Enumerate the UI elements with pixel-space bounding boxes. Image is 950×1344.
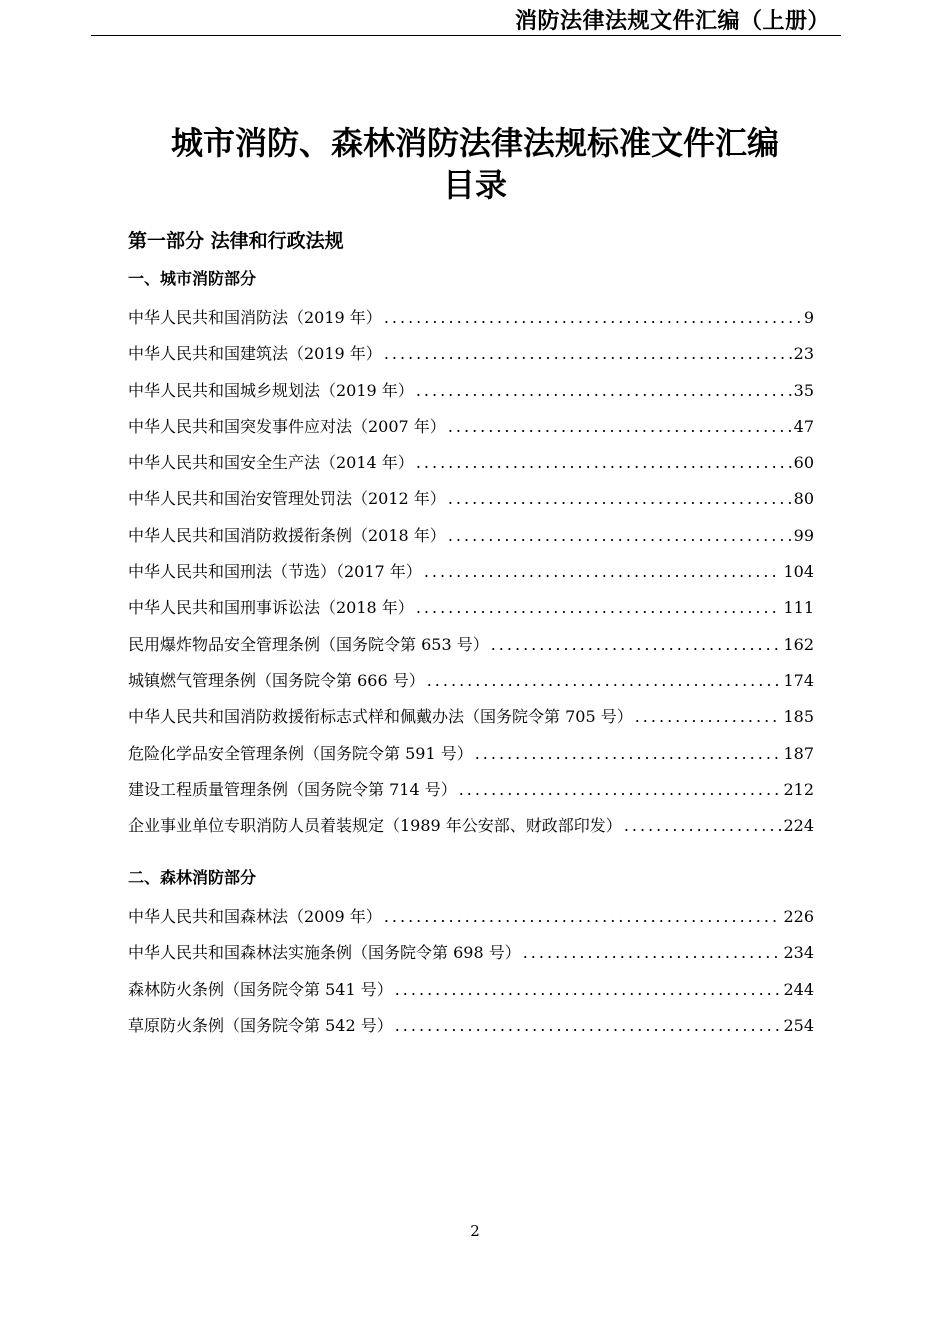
toc-entry-page: 185: [783, 707, 814, 727]
toc-entry[interactable]: [128, 899, 814, 935]
toc-entry-title: 建设工程质量管理条例（国务院令第 714 号）: [128, 779, 457, 799]
toc-entry-page: 226: [783, 907, 814, 926]
toc-entry-title: 企业事业单位专职消防人员着装规定（1989 年公安部、财政部印发）: [128, 816, 622, 836]
dot-leader: [424, 554, 782, 590]
toc-entry-page: 162: [783, 634, 814, 654]
dot-leader: [427, 663, 782, 699]
toc-entry-title: 中华人民共和国治安管理处罚法（2012 年）: [128, 489, 446, 509]
toc-entry[interactable]: [128, 627, 814, 663]
toc-entry[interactable]: [128, 300, 814, 336]
header-rule: [91, 35, 841, 36]
section-heading-forest: 二、森林消防部分: [128, 868, 257, 887]
toc-entry-title: 中华人民共和国刑事诉讼法（2018 年）: [128, 598, 414, 618]
dot-leader: [475, 736, 782, 772]
toc-entry[interactable]: [128, 972, 814, 1008]
running-header: 消防法律法规文件汇编（上册）: [514, 9, 830, 34]
toc-entry-title: 中华人民共和国消防法（2019 年）: [128, 308, 382, 327]
dot-leader: [395, 972, 782, 1008]
toc-entry-title: 中华人民共和国建筑法（2019 年）: [128, 344, 382, 364]
toc-entry[interactable]: [128, 736, 814, 772]
toc-entry[interactable]: [128, 772, 814, 808]
toc-entry-page: 111: [783, 598, 814, 618]
toc-entry-page: 47: [793, 416, 814, 436]
dot-leader: [395, 1008, 782, 1044]
toc-entry-page: 224: [783, 816, 814, 836]
dot-leader: [384, 336, 792, 372]
toc-entry-title: 中华人民共和国突发事件应对法（2007 年）: [128, 416, 446, 436]
dot-leader: [448, 409, 792, 445]
toc-entry-page: 187: [783, 743, 814, 763]
toc-entry-title: 中华人民共和国森林法实施条例（国务院令第 698 号）: [128, 943, 521, 963]
toc-entry-title: 中华人民共和国森林法（2009 年）: [128, 907, 382, 926]
toc-entry-title: 民用爆炸物品安全管理条例（国务院令第 653 号）: [128, 634, 489, 654]
toc-list-urban: [128, 300, 814, 844]
dot-leader: [448, 481, 792, 517]
toc-entry-page: 23: [793, 344, 814, 364]
page-number: 2: [470, 1222, 480, 1240]
toc-entry[interactable]: [128, 481, 814, 517]
toc-entry-page: 60: [793, 453, 814, 473]
dot-leader: [416, 373, 792, 409]
toc-entry-page: 9: [803, 308, 814, 327]
toc-entry-page: 244: [783, 979, 814, 999]
toc-entry-title: 城镇燃气管理条例（国务院令第 666 号）: [128, 670, 425, 690]
part-heading: 第一部分 法律和行政法规: [128, 230, 344, 252]
toc-entry[interactable]: [128, 935, 814, 971]
toc-entry[interactable]: [128, 1008, 814, 1044]
toc-entry[interactable]: [128, 336, 814, 372]
toc-entry[interactable]: [128, 663, 814, 699]
toc-entry-page: 254: [783, 1015, 814, 1035]
toc-entry-page: 80: [793, 489, 814, 509]
toc-entry[interactable]: [128, 518, 814, 554]
toc-entry-page: 99: [793, 525, 814, 545]
dot-leader: [416, 590, 782, 626]
toc-entry-title: 中华人民共和国消防救援衔标志式样和佩戴办法（国务院令第 705 号）: [128, 707, 633, 727]
toc-entry-page: 35: [793, 380, 814, 400]
dot-leader: [624, 808, 782, 844]
toc-entry-title: 中华人民共和国刑法（节选）（2017 年）: [128, 562, 422, 582]
dot-leader: [635, 699, 782, 735]
toc-entry[interactable]: [128, 445, 814, 481]
toc-entry-page: 212: [783, 779, 814, 799]
section-heading-urban: 一、城市消防部分: [128, 269, 257, 288]
dot-leader: [448, 518, 792, 554]
toc-list-forest: [128, 899, 814, 1044]
document-title-line2: 目录: [442, 166, 507, 204]
toc-entry[interactable]: [128, 409, 814, 445]
toc-entry-title: 草原防火条例（国务院令第 542 号）: [128, 1015, 393, 1035]
toc-entry-title: 危险化学品安全管理条例（国务院令第 591 号）: [128, 743, 473, 763]
toc-entry-title: 中华人民共和国消防救援衔条例（2018 年）: [128, 525, 446, 545]
toc-entry[interactable]: [128, 699, 814, 735]
dot-leader: [384, 300, 802, 336]
toc-entry-title: 森林防火条例（国务院令第 541 号）: [128, 979, 393, 999]
toc-entry[interactable]: [128, 373, 814, 409]
toc-entry-title: 中华人民共和国城乡规划法（2019 年）: [128, 380, 414, 400]
dot-leader: [384, 899, 782, 935]
dot-leader: [523, 935, 782, 971]
toc-entry[interactable]: [128, 554, 814, 590]
dot-leader: [491, 627, 782, 663]
toc-entry[interactable]: [128, 808, 814, 844]
toc-entry-page: 104: [783, 562, 814, 582]
document-title: [0, 122, 950, 206]
toc-entry-page: 234: [783, 943, 814, 963]
toc-entry-title: 中华人民共和国安全生产法（2014 年）: [128, 453, 414, 473]
dot-leader: [416, 445, 792, 481]
toc-entry[interactable]: [128, 590, 814, 626]
dot-leader: [459, 772, 782, 808]
toc-entry-page: 174: [783, 670, 814, 690]
document-title-line1: 城市消防、森林消防法律法规标准文件汇编: [170, 124, 779, 162]
